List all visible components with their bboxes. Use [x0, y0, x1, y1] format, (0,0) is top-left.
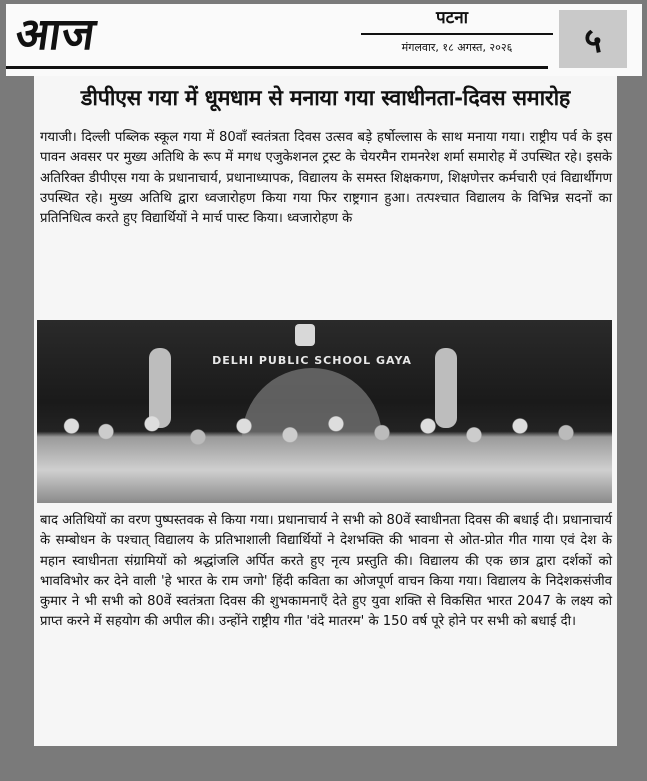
page-number: ५	[559, 10, 627, 68]
article-headline: डीपीएस गया में धूमधाम से मनाया गया स्वाधीनता-दिवस समारोह	[80, 86, 571, 111]
news-article	[34, 76, 617, 746]
city-divider	[361, 33, 553, 35]
edition-date: मंगलवार, १८ अगस्त, २०२६	[401, 41, 513, 54]
photo-stage-banner: DELHI PUBLIC SCHOOL GAYA	[212, 354, 412, 367]
article-paragraph-1: गयाजी। दिल्ली पब्लिक स्कूल गया में 80वाँ स्वतंत्रता दिवस उत्सव बड़े हर्षोल्लास के साथ मनाया गया। राष्ट्रीय पर्व के इस पावन अवसर पर मुख्य अतिथि के रूप में मगध एजुकेशनल ट्रस्ट के चेयरमैन रामनरेश शर्मा समारोह में उपस्थित रहे। इसके अतिरिक्त डीपीएस गया के प्रधानाचार्य, प्रधानाध्यापक, विद्यालय के समस्त शिक्षकगण, शिक्षणेत्तर कर्मचारी एवं विद्यार्थीगण उपस्थित रहे। मुख्य अतिथि द्वारा ध्वजारोहण किया गया फिर राष्ट्रगान हुआ। तत्पश्चात विद्यालय के विभिन्न सदनों का प्रतिनिधित्व करते हुए विद्यार्थियों ने मार्च पास्ट किया। ध्वजारोहण के	[40, 130, 612, 227]
school-emblem-icon	[295, 324, 315, 346]
edition-city: पटना	[435, 8, 469, 28]
event-photo	[37, 320, 612, 503]
article-paragraph-2: बाद अतिथियों का वरण पुष्पस्तवक से किया गया। प्रधानाचार्य ने सभी को 80वें स्वाधीनता दिवस की बधाई दी। प्रधानाचार्य के सम्बोधन के पश्चात् विद्यालय के प्रतिभाशाली विद्यार्थियों ने देशभक्ति की भावना से ओत-प्रोत गीत गाया एवं देश के महान स्वाधीनता संग्रामियों को श्रद्धांजलि अर्पित करते हुए नृत्य प्रस्तुति की। विद्यालय की एक छात्र द्वारा दर्शकों को भावविभोर कर देने वाली 'हे भारत के राम जगो' हिंदी कविता का ओजपूर्ण वाचन किया गया। विद्यालय के निदेशकसंजीव कुमार ने भी सभी को 80वें स्वतंत्रता दिवस की शुभकामनाएँ देते हुए युवा शक्ति से विकसित भारत 2047 के लक्ष्य को प्राप्त करने में सहयोग की अपील की। उन्होंने राष्ट्रीय गीत 'वंदे मातरम' के 150 वर्ष पूरे होने पर सभी को बधाई दी।	[40, 513, 612, 630]
masthead-rule	[6, 66, 548, 69]
newspaper-masthead	[6, 4, 642, 76]
newspaper-logo: आज	[12, 9, 100, 60]
students-group	[37, 393, 612, 503]
